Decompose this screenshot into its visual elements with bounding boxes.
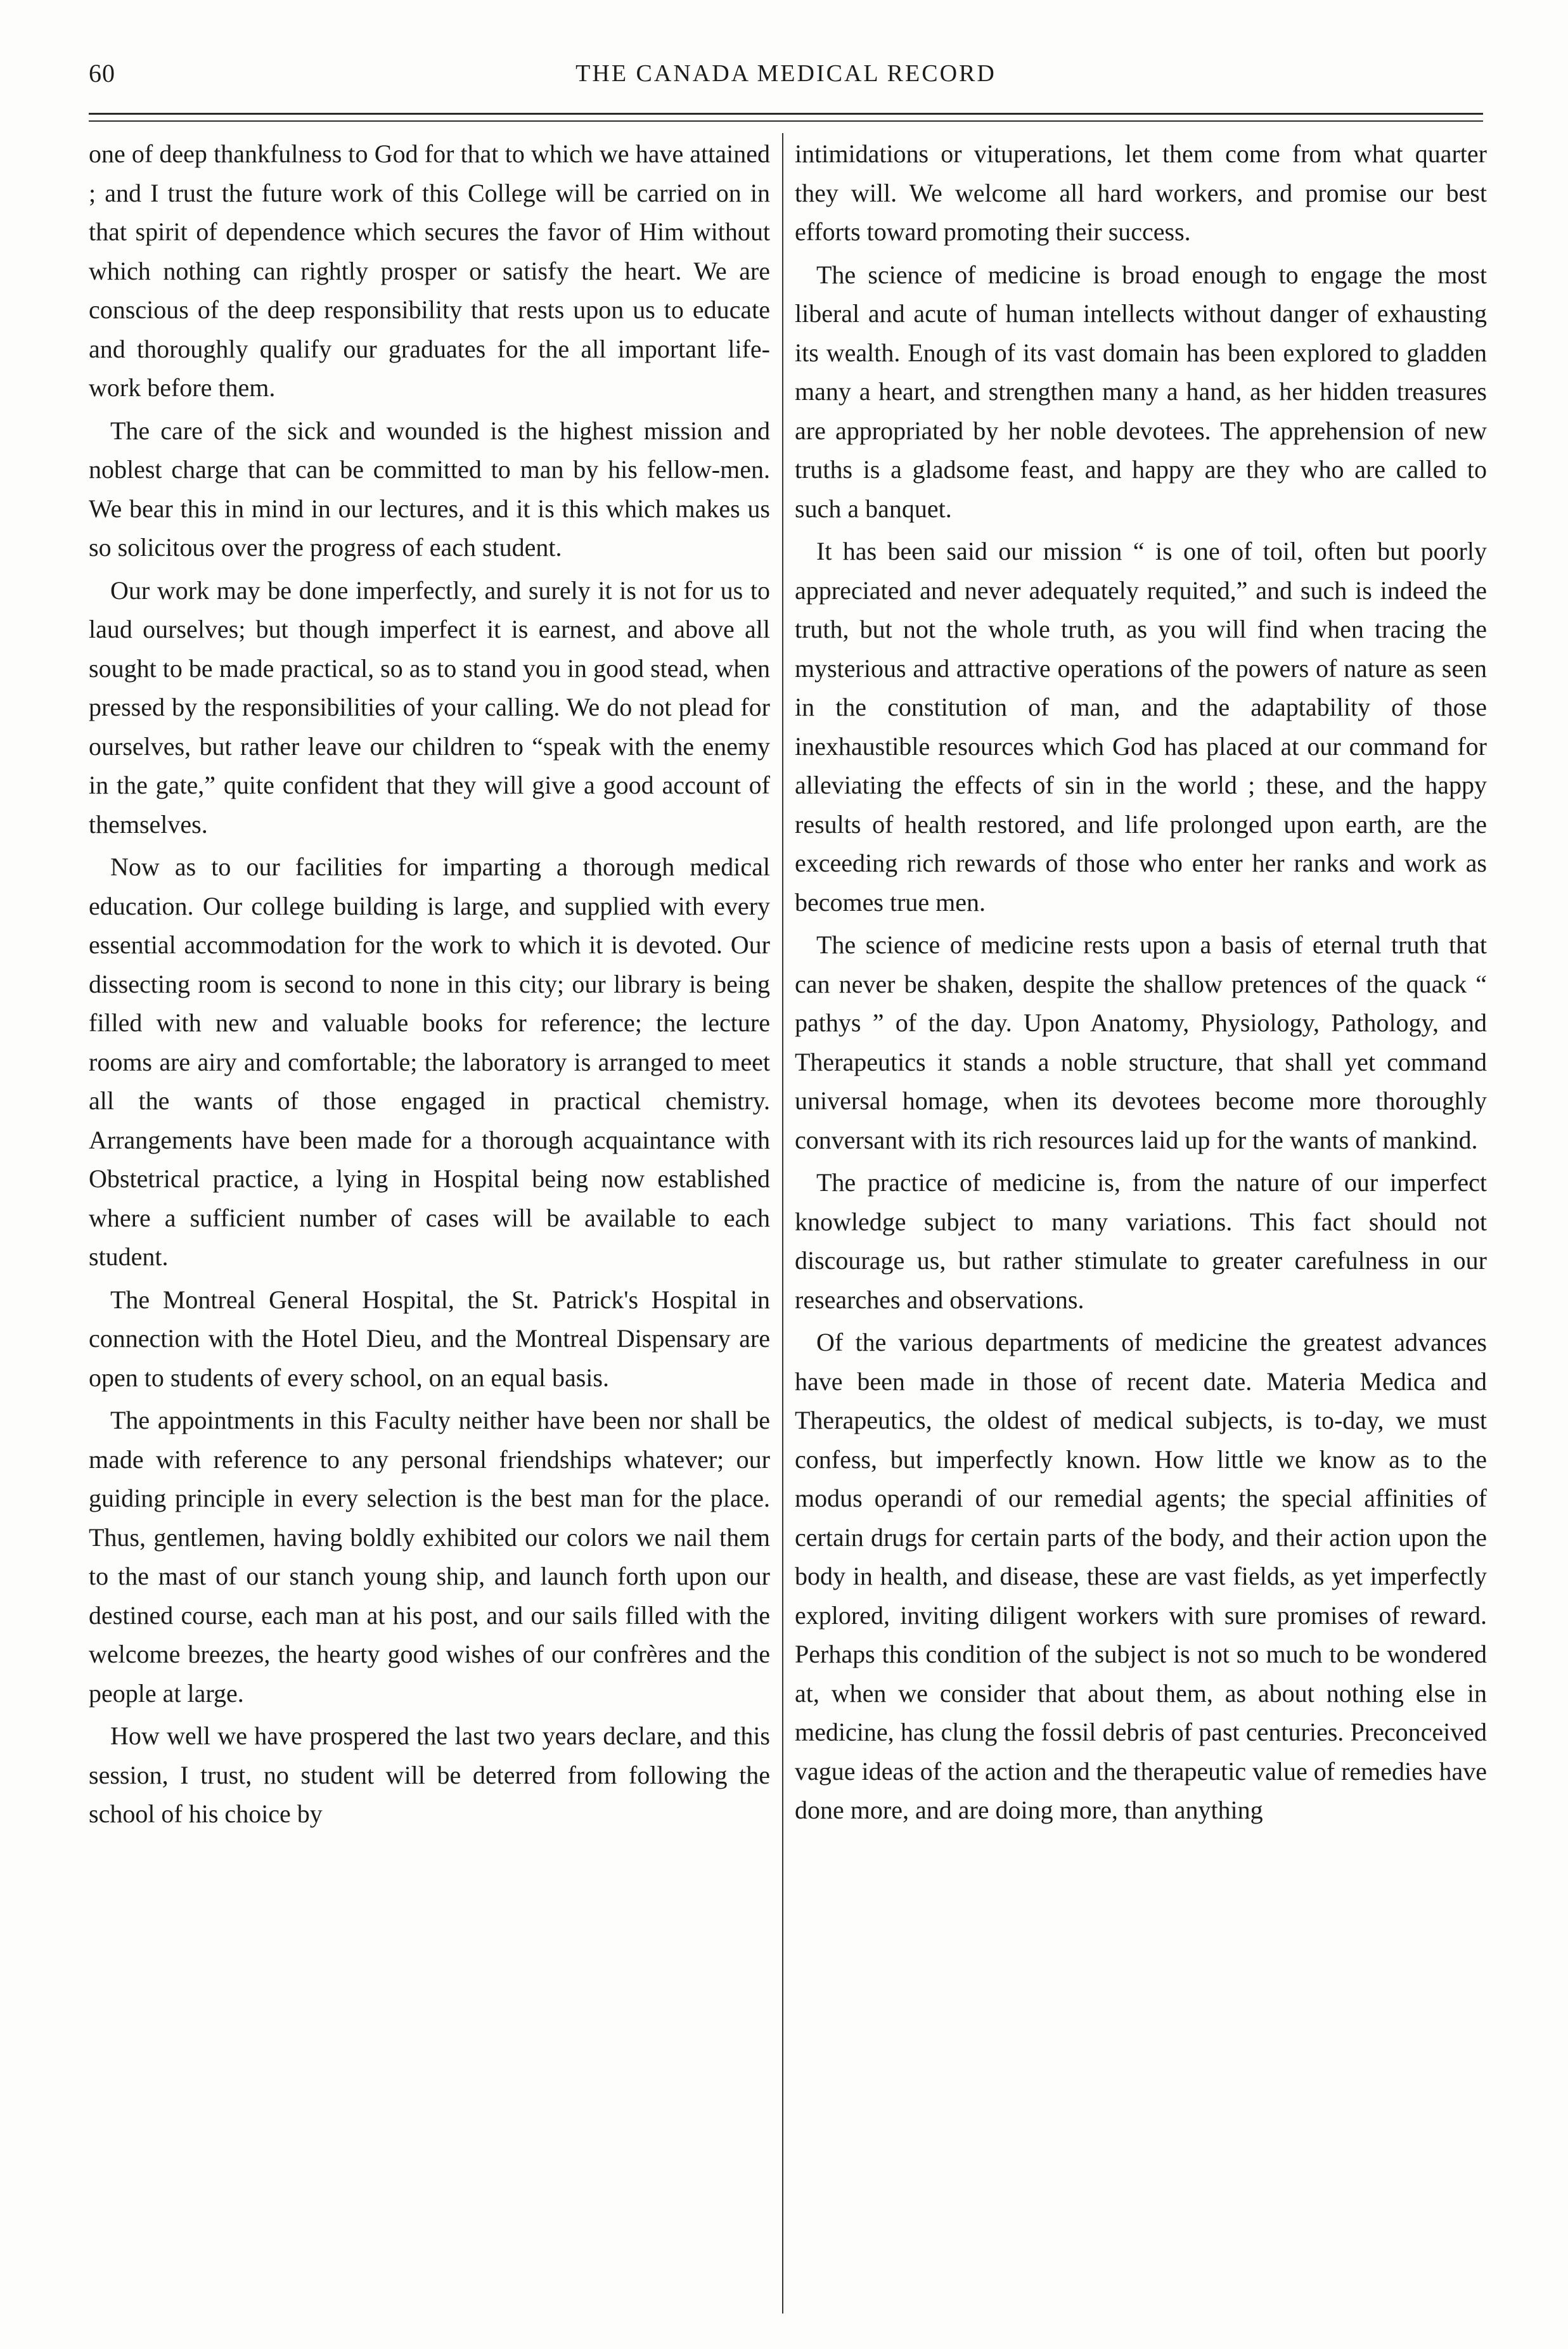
running-title: THE CANADA MEDICAL RECORD [575, 60, 996, 87]
header-rule-thick [89, 113, 1483, 115]
right-column [795, 134, 1487, 2302]
paragraph: one of deep thankfulness to God for that to which we have attained ; and I trust the future work of this College will be carried on in that spirit of dependence which secures the favor of Him without which nothing can rightly prosper or satisfy the heart. We are conscious of the deep responsibility that rests upon us to educate and thoroughly qualify our graduates for the all important life-work before them. [89, 139, 770, 402]
paragraph: The care of the sick and wounded is the highest mission and noblest charge that can be committed to man by his fellow-men. We bear this in mind in our lectures, and it is this which makes us so solicitous over the progress of each student. [89, 416, 770, 562]
paragraph: The Montreal General Hospital, the St. Patrick's Hospital in connection with the Hotel Dieu, and the Montreal Dispensary are open to students of every school, on an equal basis. [89, 1285, 770, 1392]
left-column [89, 134, 770, 2302]
header-rule-thin [89, 120, 1483, 122]
paragraph: The appointments in this Faculty neither have been nor shall be made with reference to any personal friendships whatever; our guiding principle in every selection is the best man for the place. Thus, gentlemen, having boldly exhibited our colors we nail them to the mast of our stanch young ship, and launch forth upon our destined course, each man at his post, and our sails filled with the welcome breezes, the hearty good wishes of our confrères and the people at large. [89, 1406, 770, 1708]
paragraph: Our work may be done imperfectly, and surely it is not for us to laud ourselves; but though imperfect it is earnest, and above all sought to be made practical, so as to stand you in good stead, when pressed by the responsibilities of your calling. We do not plead for ourselves, but rather leave our children to “speak with the enemy in the gate,” quite confident that they will give a good account of themselves. [89, 576, 770, 839]
column-divider [782, 133, 783, 2314]
paragraph: Now as to our facilities for imparting a thorough medical education. Our college building is large, and supplied with every essential accommodation for the work to which it is devoted. Our dissecting room is second to none in this city; our library is being filled with new and valuable books for reference; the lecture rooms are airy and comfortable; the laboratory is arranged to meet all the wants of those engaged in practical chemistry. Arrangements have been made for a thorough acquaintance with Obstetrical practice, a lying in Hospital being now established where a sufficient number of cases will be available to each student. [89, 853, 770, 1271]
page-header [89, 58, 1483, 103]
paragraph: It has been said our mission “ is one of toil, often but poorly appreciated and never adequately requited,” and such is indeed the truth, but not the whole truth, as you will find when tracing the mysterious and attractive operations of the powers of nature as seen in the constitution of man, and the adaptability of those inexhaustible resources which God has placed at our command for alleviating the effects of sin in the world ; these, and the happy results of health restored, and life prolonged upon earth, are the exceeding rich rewards of those who enter her ranks and work as becomes true men. [795, 537, 1487, 917]
paragraph: intimidations or vituperations, let them come from what quarter they will. We welcome all hard workers, and promise our best efforts toward promoting their success. [795, 139, 1487, 246]
paragraph: How well we have prospered the last two years declare, and this session, I trust, no student will be deterred from following the school of his choice by [89, 1722, 770, 1828]
paragraph: The practice of medicine is, from the nature of our imperfect knowledge subject to many variations. This fact should not discourage us, but rather stimulate to greater carefulness in our researches and observations. [795, 1168, 1487, 1314]
paragraph: The science of medicine is broad enough to engage the most liberal and acute of human intellects without danger of exhausting its wealth. Enough of its vast domain has been explored to gladden many a heart, and strengthen many a hand, as her hidden treasures are appropriated by her noble devotees. The apprehension of new truths is a gladsome feast, and happy are they who are called to such a banquet. [795, 260, 1487, 523]
page-number: 60 [89, 59, 115, 87]
paragraph: Of the various departments of medicine the greatest advances have been made in those of recent date. Materia Medica and Therapeutics, the oldest of medical subjects, is to-day, we must confess, but imperfectly known. How little we know as to the modus operandi of our remedial agents; the special affinities of certain drugs for certain parts of the body, and their action upon the body in health, and disease, these are vast fields, as yet imperfectly explored, inviting diligent workers with sure promises of reward. Perhaps this condition of the subject is not so much to be wondered at, when we consider that about them, as about nothing else in medicine, has clung the fossil debris of past centuries. Preconceived vague ideas of the action and the therapeutic value of remedies have done more, and are doing more, than anything [795, 1328, 1487, 1824]
paragraph: The science of medicine rests upon a basis of eternal truth that can never be shaken, despite the shallow pretences of the quack “ pathys ” of the day. Upon Anatomy, Physiology, Pathology, and Therapeutics it stands a noble structure, that shall yet command universal homage, when its devotees become more thoroughly conversant with its rich resources laid up for the wants of mankind. [795, 930, 1487, 1154]
